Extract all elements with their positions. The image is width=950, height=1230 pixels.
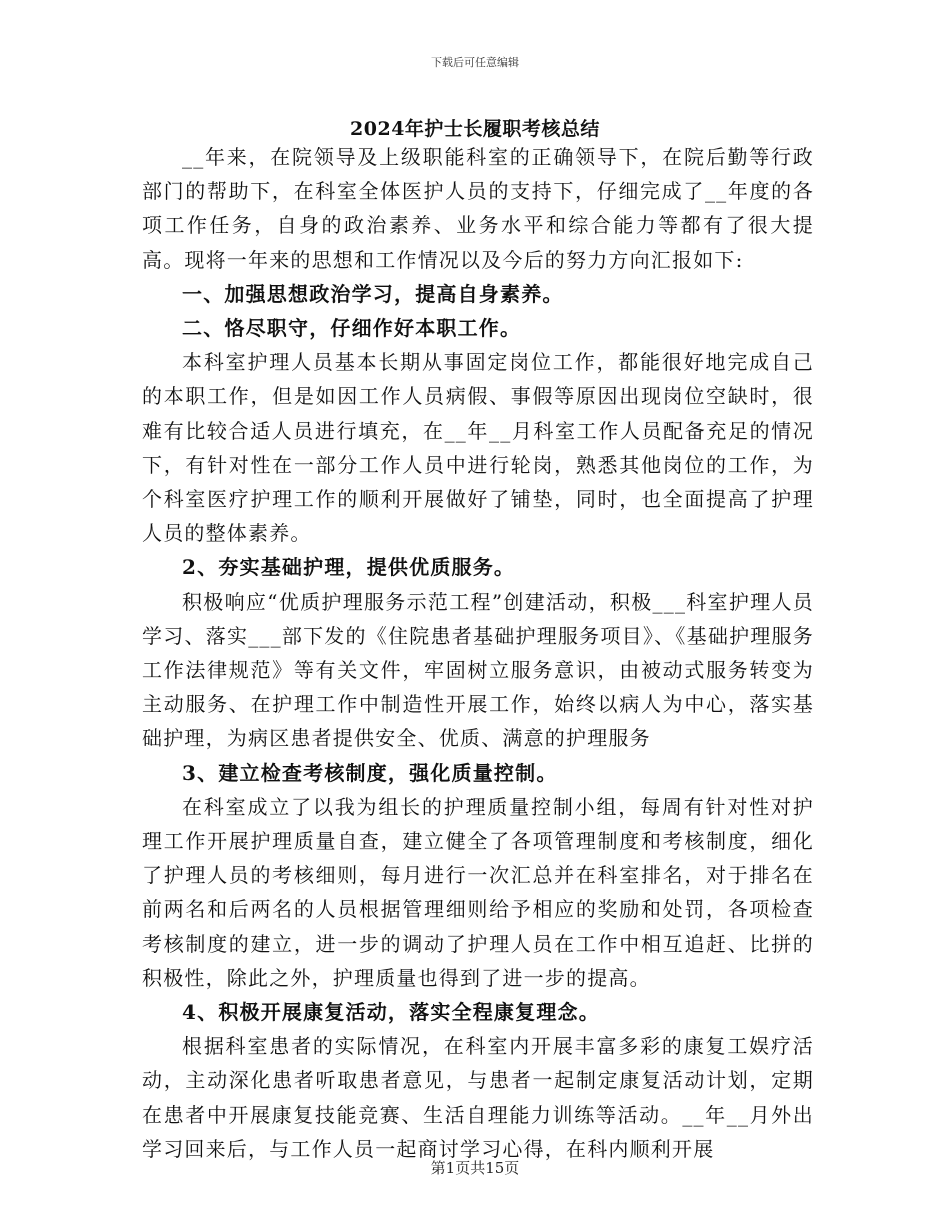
page-number: 第1页共15页 bbox=[430, 1159, 520, 1177]
subsection-heading-3: 3、建立检查考核制度，强化质量控制。 bbox=[182, 760, 558, 785]
page-header-note: 下载后可任意编辑 bbox=[431, 56, 519, 69]
section-heading-2: 二、恪尽职守，仔细作好本职工作。 bbox=[182, 316, 522, 341]
subsection-heading-4: 4、积极开展康复活动，落实全程康复理念。 bbox=[182, 1000, 600, 1025]
subsection-3-paragraph: 在科室成立了以我为组长的护理质量控制小组，每周有针对性对护理工作开展护理质量自查，建立健全了各项管理制度和考核制度，细化了护理人员的考核细则，每月进行一次汇总并在科室排名，对于排名在前两名和后两名的人员根据管理细则给予相应的奖励和处罚，各项检查考核制度的建立，进一步的调动了护理人员在工作中相互追赶、比拼的积极性，除此之外，护理质量也得到了进一步的提高。 bbox=[142, 794, 814, 990]
section-heading-1: 一、加强思想政治学习，提高自身素养。 bbox=[182, 281, 564, 306]
subsection-heading-2: 2、夯实基础护理，提供优质服务。 bbox=[182, 555, 516, 580]
subsection-2-paragraph: 积极响应“优质护理服务示范工程”创建活动，积极___科室护理人员学习、落实___部下发的《住院患者基础护理服务项目》、《基础护理服务工作法律规范》等有关文件，牢固树立服务意识，由被动式服务转变为主动服务、在护理工作中制造性开展工作，始终以病人为中心，落实基础护理，为病区患者提供安全、优质、满意的护理服务 bbox=[142, 589, 814, 751]
section-2-paragraph: 本科室护理人员基本长期从事固定岗位工作，都能很好地完成自己的本职工作，但是如因工作人员病假、事假等原因出现岗位空缺时，很难有比较合适人员进行填充，在__年__月科室工作人员配备充足的情况下，有针对性在一部分工作人员中进行轮岗，熟悉其他岗位的工作，为个科室医疗护理工作的顺利开展做好了铺垫，同时，也全面提高了护理人员的整体素养。 bbox=[142, 350, 814, 546]
intro-paragraph: __年来，在院领导及上级职能科室的正确领导下，在院后勤等行政部门的帮助下，在科室全体医护人员的支持下，仔细完成了__年度的各项工作任务，自身的政治素养、业务水平和综合能力等都有了很大提高。现将一年来的思想和工作情况以及今后的努力方向汇报如下: bbox=[142, 145, 814, 272]
document-body bbox=[142, 140, 814, 1166]
subsection-4-paragraph: 根据科室患者的实际情况，在科室内开展丰富多彩的康复工娱疗活动，主动深化患者听取患者意见，与患者一起制定康复活动计划，定期在患者中开展康复技能竞赛、生活自理能力训练等活动。__年__月外出学习回来后，与工作人员一起商讨学习心得，在科内顺利开展 bbox=[142, 1034, 814, 1161]
document-title: 2024年护士长履职考核总结 bbox=[350, 118, 600, 140]
